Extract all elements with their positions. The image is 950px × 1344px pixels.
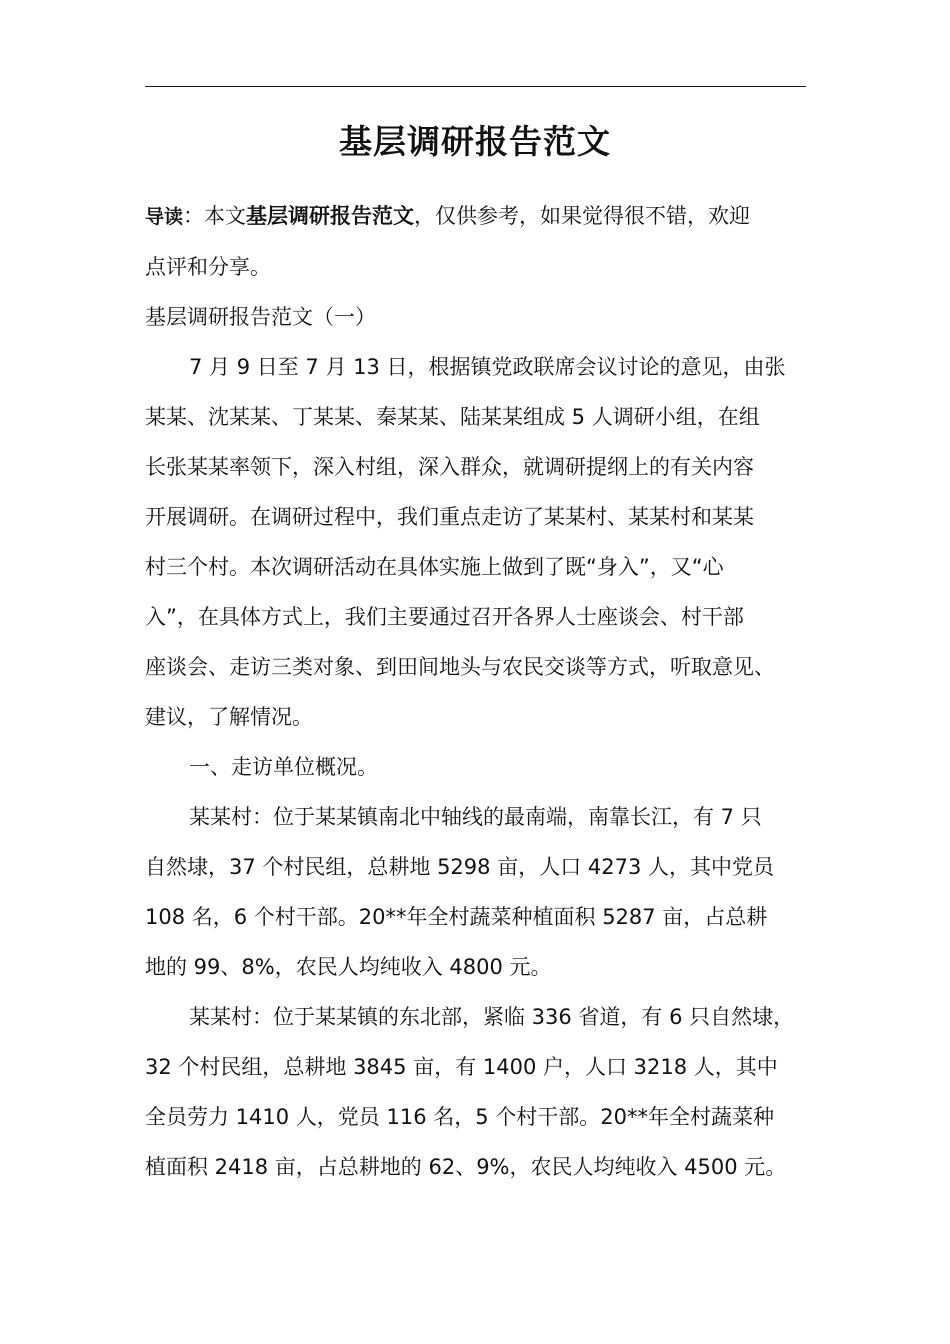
intro-line-2: 点评和分享。 [145, 255, 271, 279]
paragraph2-line: 108 名，6 个村干部。20**年全村蔬菜种植面积 5287 亩，占总耕 [145, 905, 768, 929]
paragraph1-line: 座谈会、走访三类对象、到田间地头与农民交谈等方式，听取意见、 [145, 655, 775, 679]
intro-before: 本文 [204, 204, 247, 228]
paragraph1-line: 入”，在具体方式上，我们主要通过召开各界人士座谈会、村干部 [145, 605, 744, 629]
intro-after: ，仅供参考，如果觉得很不错，欢迎 [414, 204, 751, 228]
intro-colon: ： [183, 204, 205, 228]
paragraph2-line: 地的 99、8%，农民人均纯收入 4800 元。 [145, 955, 552, 979]
intro-label: 导读 [145, 206, 184, 228]
header-rule [145, 86, 806, 87]
intro-emphasis: 基层调研报告范文 [246, 204, 415, 228]
intro-line-1 [145, 191, 820, 242]
paragraph3-line: 全员劳力 1410 人，党员 116 名，5 个村干部。20**年全村蔬菜种 [145, 1105, 774, 1129]
paragraph3-line: 32 个村民组，总耕地 3845 亩，有 1400 户，人口 3218 人，其中 [145, 1055, 778, 1079]
paragraph3-line: 某某村：位于某某镇的东北部，紧临 336 省道，有 6 只自然埭， [189, 1005, 795, 1029]
paragraph3-line: 植面积 2418 亩，占总耕地的 62、9%，农民人均纯收入 4500 元。 [145, 1155, 787, 1179]
document-body [145, 191, 820, 1192]
document-title: 基层调研报告范文 [339, 122, 611, 161]
paragraph1-line: 7 月 9 日至 7 月 13 日，根据镇党政联席会议讨论的意见，由张 [189, 355, 786, 379]
paragraph1-line: 某某、沈某某、丁某某、秦某某、陆某某组成 5 人调研小组，在组 [145, 405, 760, 429]
subheading: 一、走访单位概况。 [189, 755, 378, 779]
paragraph1-line: 长张某某率领下，深入村组，深入群众，就调研提纲上的有关内容 [145, 455, 754, 479]
paragraph1-line: 建议，了解情况。 [145, 705, 313, 729]
paragraph2-line: 自然埭，37 个村民组，总耕地 5298 亩，人口 4273 人，其中党员 [145, 855, 774, 879]
paragraph1-line: 村三个村。本次调研活动在具体实施上做到了既“身入”，又“心 [145, 555, 724, 579]
paragraph1-line: 开展调研。在调研过程中，我们重点走访了某某村、某某村和某某 [145, 505, 754, 529]
section-heading: 基层调研报告范文（一） [145, 305, 376, 329]
paragraph2-line: 某某村：位于某某镇南北中轴线的最南端，南靠长江，有 7 只 [189, 805, 762, 829]
